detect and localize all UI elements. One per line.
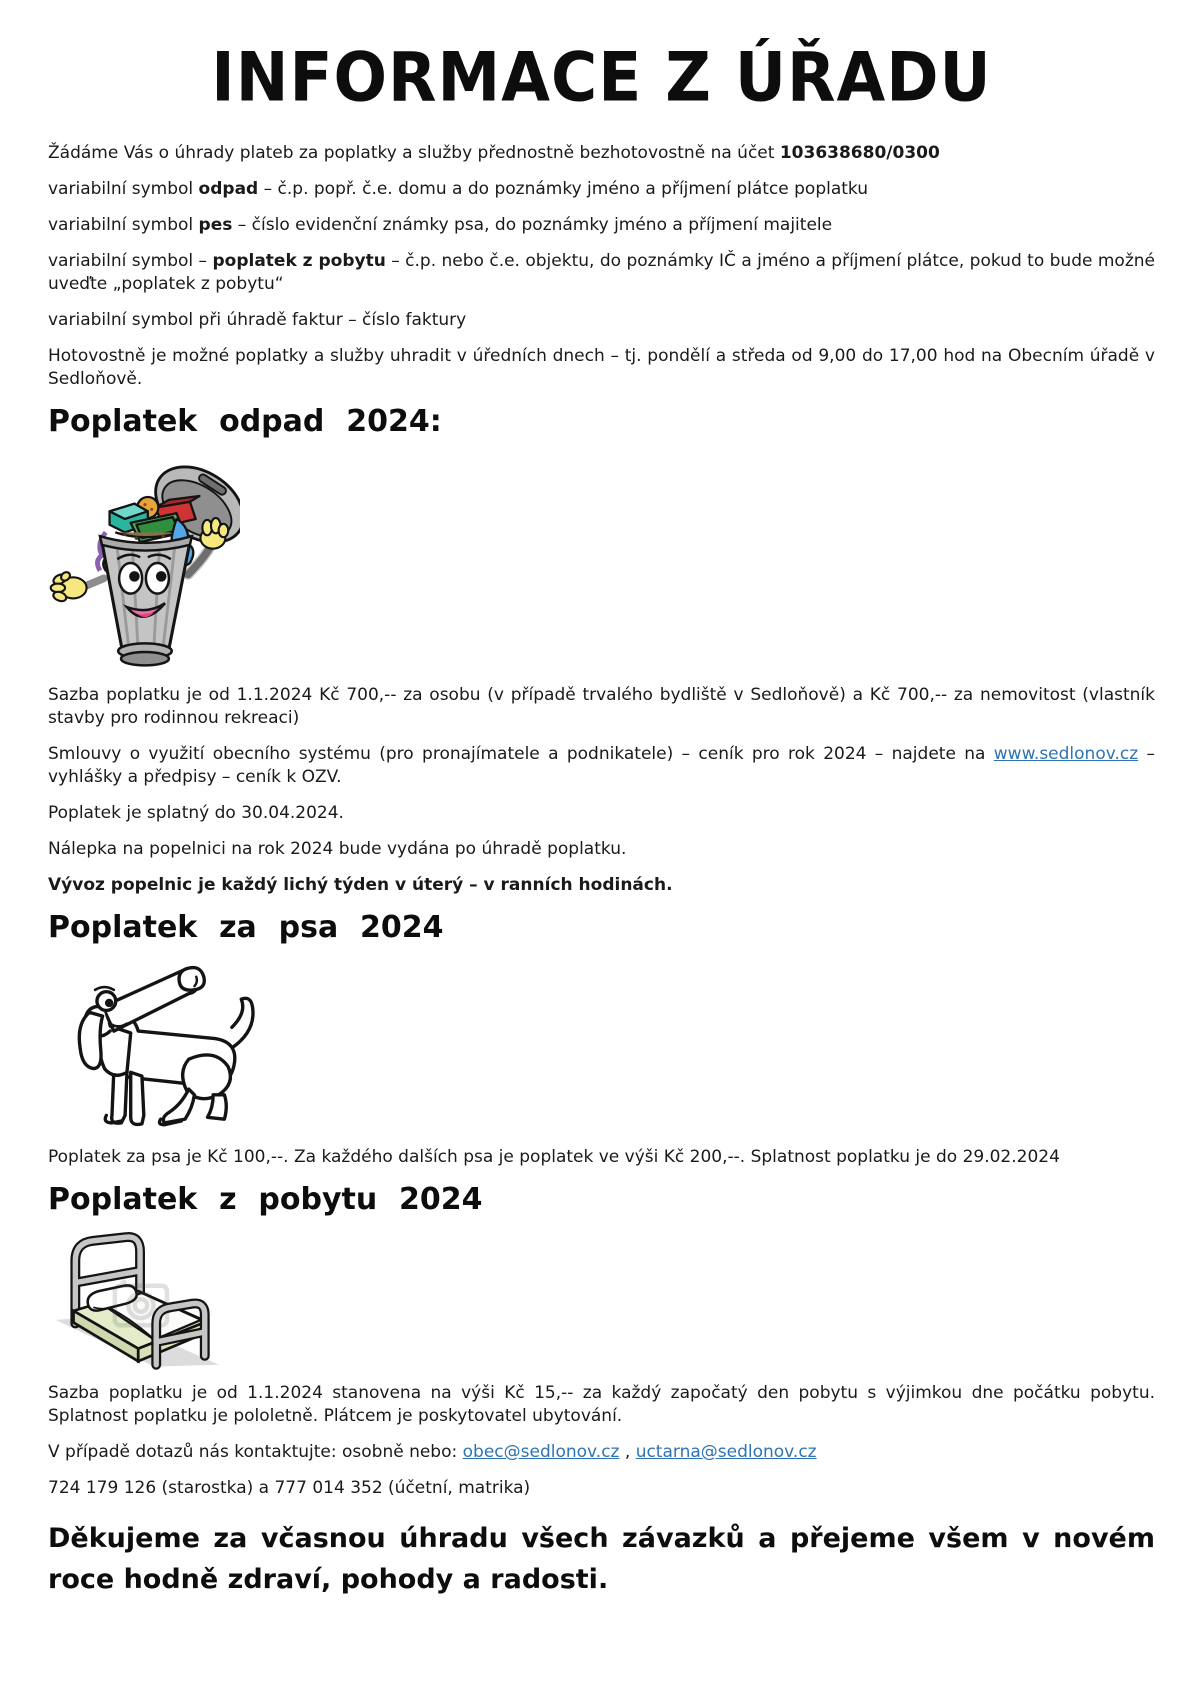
section-heading-odpad: Poplatek odpad 2024: bbox=[48, 404, 442, 440]
dachshund-dog-cartoon-icon bbox=[48, 958, 1155, 1136]
odpad-paragraph-sazba: Sazba poplatku je od 1.1.2024 Kč 700,-- za osobu (v případě trvalého bydliště v Sedloňově) a Kč 700,-- za nemovitost (vlastník stavby pro rodinnou rekreaci) bbox=[48, 685, 1155, 729]
odpad-paragraph-nalepka: Nálepka na popelnici na rok 2024 bude vydána po úhradě poplatku. bbox=[48, 839, 627, 860]
section-heading-pobyt: Poplatek z pobytu 2024 bbox=[48, 1182, 483, 1218]
vs-pes-bold: pes bbox=[198, 215, 233, 236]
closing-message: Děkujeme za včasnou úhradu všech závazků a přejeme všem v novém roce hodně zdraví, pohody a radosti. bbox=[48, 1523, 1155, 1596]
odpad-paragraph-splatnost: Poplatek je splatný do 30.04.2024. bbox=[48, 803, 344, 824]
intro-paragraph-hotovostne: Hotovostně je možné poplatky a služby uhradit v úředních dnech – tj. pondělí a středa od 9,00 do 17,00 hod na Obecním úřadě v Sedloňově. bbox=[48, 346, 1155, 390]
dachshund-dog-cartoon-svg bbox=[48, 958, 264, 1136]
kontakt-pre: V případě dotazů nás kontaktujte: osobně nebo: bbox=[48, 1442, 463, 1463]
odpad-paragraph-vyvoz: Vývoz popelnic je každý lichý týden v úterý – v ranních hodinách. bbox=[48, 875, 673, 896]
vs-pes-post: – číslo evidenční známky psa, do poznámky jméno a příjmení majitele bbox=[232, 215, 833, 236]
odpad-paragraph-smlouvy bbox=[48, 743, 1155, 789]
bed-cartoon-svg bbox=[48, 1230, 224, 1372]
email-obec-link[interactable]: obec@sedlonov.cz bbox=[462, 1442, 620, 1463]
intro-paragraph-odpad-symbol bbox=[48, 178, 1155, 201]
kontakt-sep: , bbox=[619, 1442, 636, 1463]
email-uctarna-link[interactable]: uctarna@sedlonov.cz bbox=[635, 1442, 817, 1463]
vs-odpad-bold: odpad bbox=[198, 179, 259, 200]
pobyt-paragraph-telefony: 724 179 126 (starostka) a 777 014 352 (účetní, matrika) bbox=[48, 1478, 531, 1499]
pobyt-paragraph-sazba: Sazba poplatku je od 1.1.2024 stanovena na výši Kč 15,-- za každý započatý den pobytu s výjimkou dne počátku pobytu. Splatnost poplatku je pololetně. Plátcem je poskytovatel ubytování. bbox=[48, 1383, 1155, 1427]
smlouvy-pre: Smlouvy o využití obecního systému (pro pronajímatele a podnikatele) – ceník pro rok 2024 – najdete na bbox=[48, 744, 994, 765]
vs-pobyt-post: – č.p. nebo č.e. objektu, do poznámky IČ a jméno a příjmení plátce, pokud to bude možné uveďte „poplatek z pobytu“ bbox=[48, 251, 1155, 295]
intro-account-text: Žádáme Vás o úhrady plateb za poplatky a služby přednostně bezhotovostně na účet bbox=[48, 143, 780, 164]
trash-can-cartoon-icon bbox=[48, 452, 1155, 674]
bed-cartoon-icon bbox=[48, 1230, 1155, 1372]
section-heading-pes: Poplatek za psa 2024 bbox=[48, 910, 444, 946]
vs-pobyt-pre: variabilní symbol – bbox=[48, 251, 213, 272]
vs-pobyt-bold: poplatek z pobytu bbox=[212, 251, 386, 272]
vs-odpad-post: – č.p. popř. č.e. domu a do poznámky jméno a příjmení plátce poplatku bbox=[258, 179, 869, 200]
trash-can-cartoon-svg bbox=[48, 452, 240, 674]
intro-paragraph-faktury: variabilní symbol při úhradě faktur – číslo faktury bbox=[48, 310, 467, 331]
pes-paragraph-sazba: Poplatek za psa je Kč 100,--. Za každého dalších psa je poplatek ve výši Kč 200,--. Splatnost poplatku je do 29.02.2024 bbox=[48, 1147, 1060, 1168]
intro-paragraph-account bbox=[48, 142, 1155, 165]
page-title: INFORMACE Z ÚŘADU bbox=[211, 38, 992, 117]
vs-odpad-pre: variabilní symbol bbox=[48, 179, 199, 200]
pobyt-paragraph-kontakt bbox=[48, 1441, 1155, 1464]
intro-paragraph-pobyt-symbol bbox=[48, 250, 1155, 296]
account-number: 103638680/0300 bbox=[779, 143, 940, 164]
sedlonov-website-link[interactable]: www.sedlonov.cz bbox=[993, 744, 1139, 765]
vs-pes-pre: variabilní symbol bbox=[48, 215, 199, 236]
intro-paragraph-pes-symbol bbox=[48, 214, 1155, 237]
smlouvy-post: – vyhlášky a předpisy – ceník k OZV. bbox=[48, 744, 1155, 788]
